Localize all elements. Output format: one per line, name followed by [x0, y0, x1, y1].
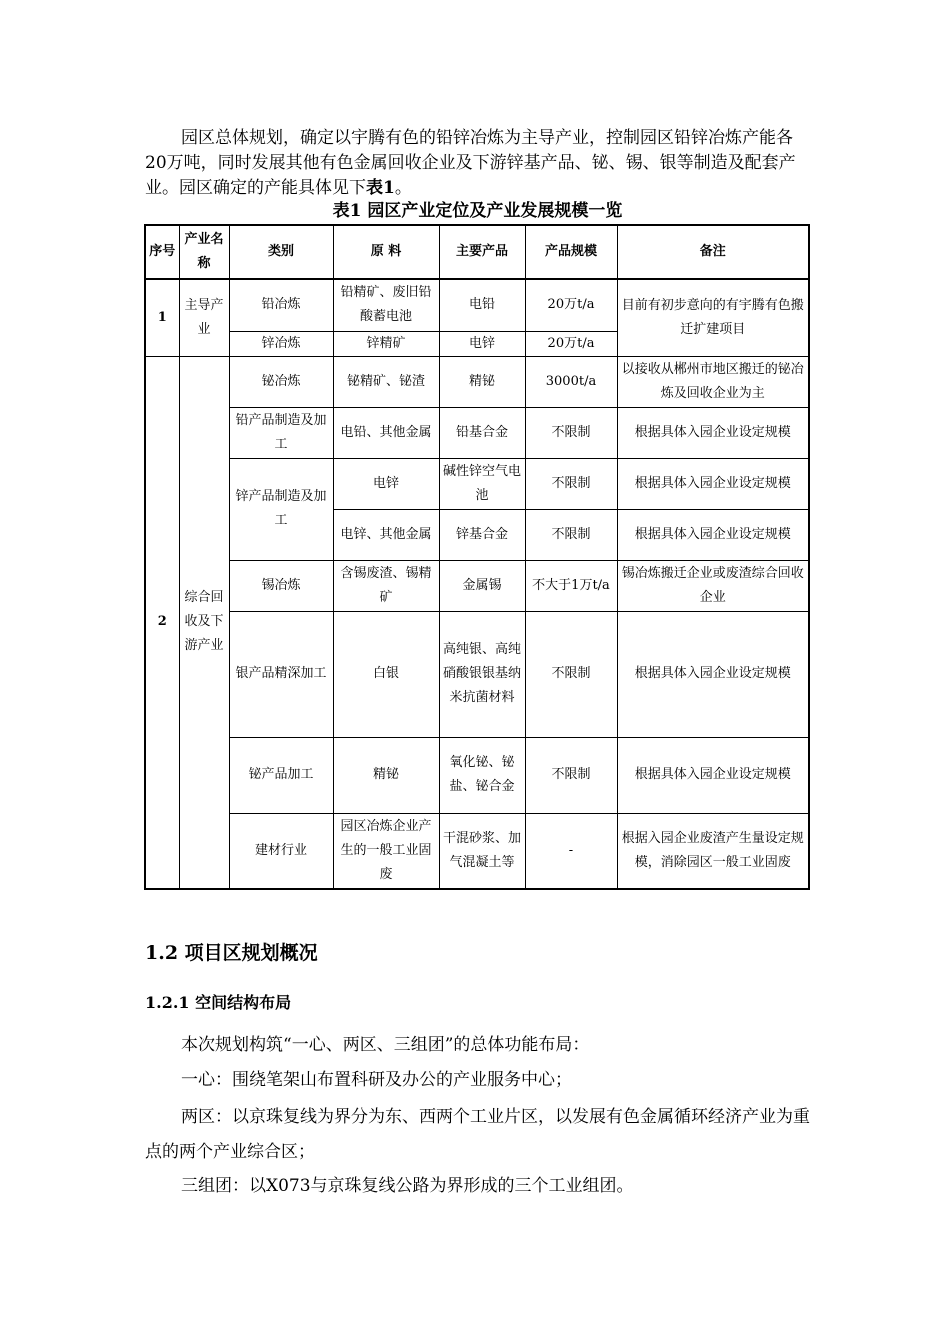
material-cell: 精铋 — [333, 737, 439, 813]
group1-remark: 目前有初步意向的有宇腾有色搬迁扩建项目 — [617, 279, 809, 356]
category-cell: 铅冶炼 — [229, 279, 333, 331]
table-caption: 表1 园区产业定位及产业发展规模一览 — [332, 201, 623, 221]
paragraph-layout: 本次规划构筑“一心、两区、三组团”的总体功能布局： — [181, 1035, 590, 1055]
scale-cell: 不限制 — [525, 509, 617, 560]
scale-cell: 3000t/a — [525, 356, 617, 407]
group2-seq: 2 — [145, 356, 179, 889]
remark-cell: 根据具体入园企业设定规模 — [617, 407, 809, 458]
scale-cell: 不限制 — [525, 458, 617, 509]
product-cell: 铅基合金 — [439, 407, 525, 458]
table-row — [145, 458, 809, 509]
intro-paragraph — [145, 126, 810, 201]
product-cell: 干混砂浆、加气混凝土等 — [439, 813, 525, 889]
group1-industry: 主导产业 — [179, 279, 229, 356]
remark-cell: 根据具体入园企业设定规模 — [617, 611, 809, 737]
category-cell: 锌产品制造及加工 — [229, 458, 333, 560]
header-industry: 产业名称 — [179, 225, 229, 279]
remark-cell: 根据具体入园企业设定规模 — [617, 458, 809, 509]
category-cell: 铅产品制造及加工 — [229, 407, 333, 458]
table-row — [145, 279, 809, 331]
group2-industry: 综合回收及下游产业 — [179, 356, 229, 889]
table-reference: 表1 — [366, 178, 395, 198]
table-row — [145, 737, 809, 813]
remark-cell: 根据具体入园企业设定规模 — [617, 737, 809, 813]
material-cell: 白银 — [333, 611, 439, 737]
product-cell: 精铋 — [439, 356, 525, 407]
material-cell: 含锡废渣、锡精矿 — [333, 560, 439, 611]
material-cell: 铋精矿、铋渣 — [333, 356, 439, 407]
product-cell: 高纯银、高纯硝酸银银基纳米抗菌材料 — [439, 611, 525, 737]
material-cell: 铅精矿、废旧铅酸蓄电池 — [333, 279, 439, 331]
material-cell: 锌精矿 — [333, 331, 439, 356]
header-category: 类别 — [229, 225, 333, 279]
category-cell: 建材行业 — [229, 813, 333, 889]
scale-cell: 不限制 — [525, 407, 617, 458]
product-cell: 氧化铋、铋盐、铋合金 — [439, 737, 525, 813]
paragraph-two-zones: 两区：以京珠复线为界分为东、西两个工业片区，以发展有色金属循环经济产业为重点的两个产业综合区； — [145, 1107, 810, 1162]
remark-cell: 锡冶炼搬迁企业或废渣综合回收企业 — [617, 560, 809, 611]
category-cell: 锡冶炼 — [229, 560, 333, 611]
product-cell: 电锌 — [439, 331, 525, 356]
material-cell: 电锌、其他金属 — [333, 509, 439, 560]
table-row — [145, 560, 809, 611]
intro-text: 园区总体规划，确定以宇腾有色的铅锌冶炼为主导产业，控制园区铅锌冶炼产能各20万吨，同时发展其他有色金属回收企业及下游锌基产品、铋、锡、银等制造及配套产业。园区确定的产能具体见下 — [145, 128, 796, 198]
paragraph-three-clusters: 三组团：以X073与京珠复线公路为界形成的三个工业组团。 — [181, 1176, 634, 1196]
intro-end: 。 — [394, 178, 412, 198]
remark-cell: 以接收从郴州市地区搬迁的铋冶炼及回收企业为主 — [617, 356, 809, 407]
table-row — [145, 813, 809, 889]
header-product: 主要产品 — [439, 225, 525, 279]
product-cell: 金属锡 — [439, 560, 525, 611]
product-cell: 锌基合金 — [439, 509, 525, 560]
header-seq: 序号 — [145, 225, 179, 279]
scale-cell: 20万t/a — [525, 279, 617, 331]
remark-cell: 根据具体入园企业设定规模 — [617, 509, 809, 560]
product-cell: 电铅 — [439, 279, 525, 331]
section-heading-1-2-1: 1.2.1 空间结构布局 — [145, 993, 292, 1012]
product-cell: 碱性锌空气电池 — [439, 458, 525, 509]
category-cell: 锌冶炼 — [229, 331, 333, 356]
paragraph-one-center: 一心：围绕笔架山布置科研及办公的产业服务中心； — [181, 1070, 572, 1090]
category-cell: 铋产品加工 — [229, 737, 333, 813]
header-scale: 产品规模 — [525, 225, 617, 279]
scale-cell: 不限制 — [525, 611, 617, 737]
category-cell: 铋冶炼 — [229, 356, 333, 407]
header-material: 原 料 — [333, 225, 439, 279]
scale-cell: - — [525, 813, 617, 889]
remark-cell: 根据入园企业废渣产生量设定规模，消除园区一般工业固废 — [617, 813, 809, 889]
table-row — [145, 611, 809, 737]
industry-table — [144, 224, 810, 890]
table-row — [145, 356, 809, 407]
table-row — [145, 407, 809, 458]
material-cell: 电锌 — [333, 458, 439, 509]
table-header-row — [145, 225, 809, 279]
category-cell: 银产品精深加工 — [229, 611, 333, 737]
material-cell: 电铅、其他金属 — [333, 407, 439, 458]
scale-cell: 不大于1万t/a — [525, 560, 617, 611]
header-remark: 备注 — [617, 225, 809, 279]
section-heading-1-2: 1.2 项目区规划概况 — [145, 942, 318, 964]
scale-cell: 20万t/a — [525, 331, 617, 356]
material-cell: 园区冶炼企业产生的一般工业固废 — [333, 813, 439, 889]
group1-seq: 1 — [145, 279, 179, 356]
scale-cell: 不限制 — [525, 737, 617, 813]
